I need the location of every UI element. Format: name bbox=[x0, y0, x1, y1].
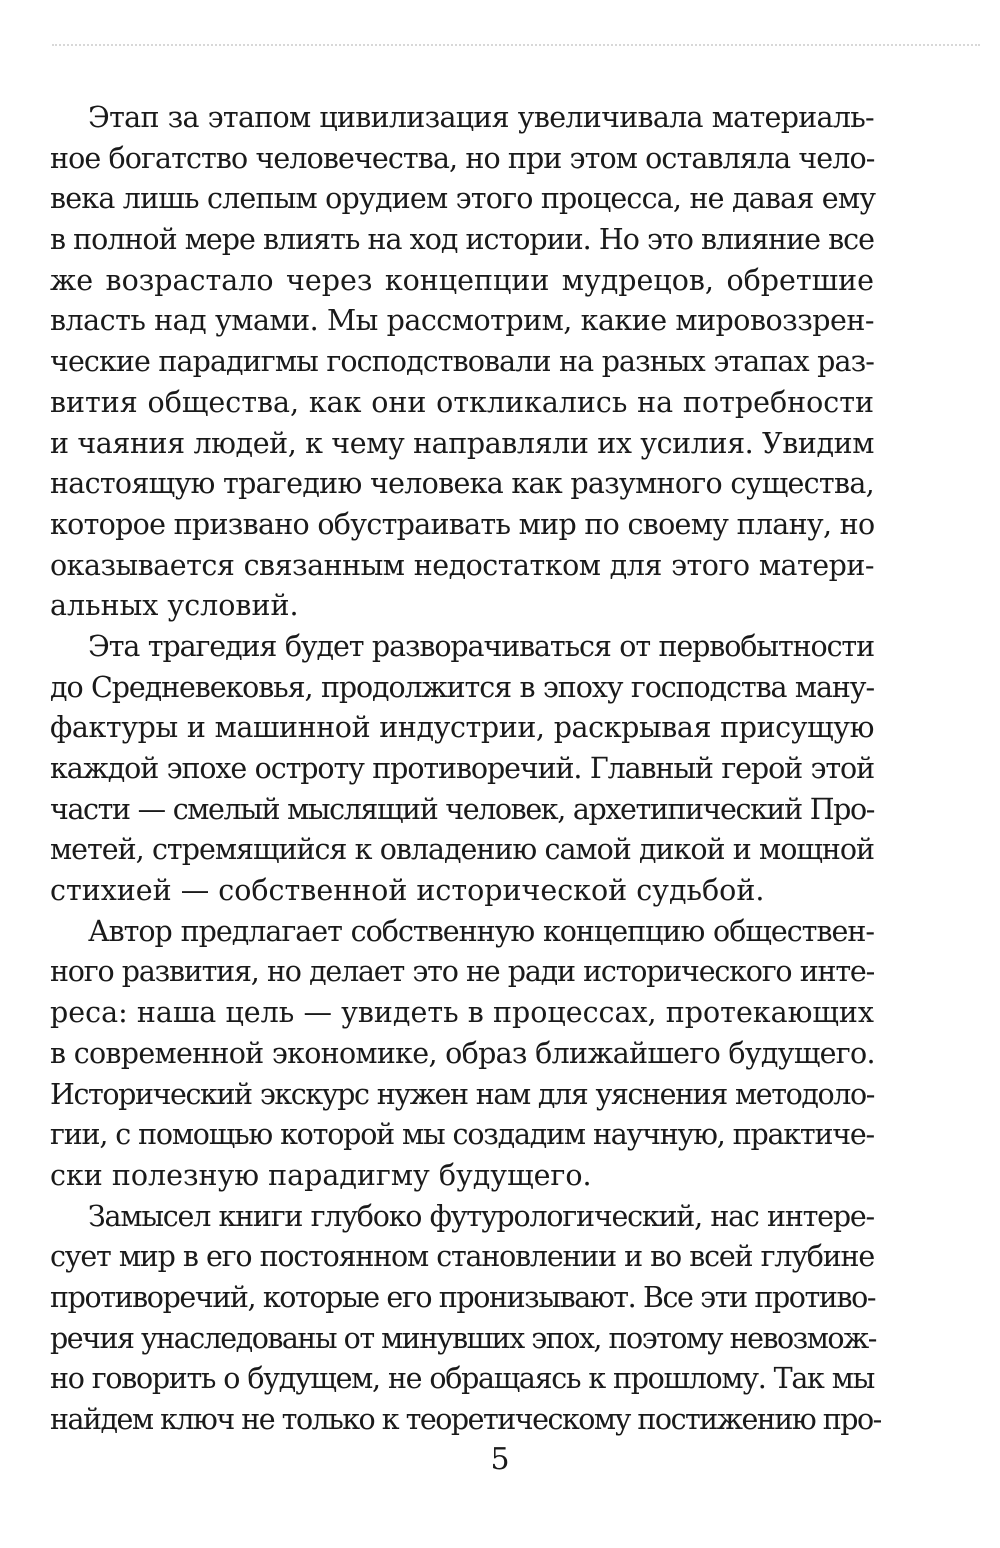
text-line: найдем ключ не только к теоретическому постижению про- bbox=[50, 1403, 881, 1436]
text-line: оказывается связанным недостатком для этого матери- bbox=[50, 548, 874, 582]
text-line: века лишь слепым орудием этого процесса, не давая ему bbox=[50, 182, 876, 216]
text-line: в современной экономике, образ ближайшего будущего. bbox=[50, 1036, 875, 1070]
text-line: и чаяния людей, к чему направляли их усилия. Увидим bbox=[50, 426, 874, 460]
text-line: речия унаследованы от минувших эпох, поэтому невозмож- bbox=[50, 1321, 876, 1355]
top-border-rule bbox=[52, 44, 980, 46]
text-line: же возрастало через концепции мудрецов, обретшие bbox=[50, 263, 874, 297]
text-line: части — смелый мыслящий человек, архетипический Про- bbox=[50, 792, 874, 826]
text-line: сует мир в его постоянном становлении и во всей глубине bbox=[50, 1240, 874, 1274]
text-line: стихией — собственной исторической судьбой. bbox=[50, 874, 765, 908]
paragraph-3 bbox=[50, 912, 874, 1197]
paragraph-1 bbox=[50, 98, 874, 627]
text-line: в полной мере влиять на ход истории. Но это влияние все bbox=[50, 223, 874, 257]
text-line: ное богатство человечества, но при этом оставляла чело- bbox=[50, 141, 875, 175]
text-line: Автор предлагает собственную концепцию обществен- bbox=[88, 914, 874, 948]
text-line: альных условий. bbox=[50, 589, 299, 623]
paragraph-2 bbox=[50, 627, 874, 912]
paragraph-4 bbox=[50, 1197, 881, 1441]
text-line: метей, стремящийся к овладению самой дикой и мощной bbox=[50, 833, 874, 867]
text-line: настоящую трагедию человека как разумного существа, bbox=[50, 467, 874, 501]
text-line: до Средневековья, продолжится в эпоху господства ману- bbox=[50, 670, 874, 704]
text-line: вития общества, как они откликались на потребности bbox=[50, 385, 874, 419]
text-line: ческие парадигмы господствовали на разных этапах раз- bbox=[50, 345, 874, 379]
body-text bbox=[50, 98, 881, 1441]
page-number: 5 bbox=[490, 1442, 510, 1477]
text-line: реса: наша цель — увидеть в процессах, протекающих bbox=[50, 996, 874, 1030]
text-line: Эта трагедия будет разворачиваться от первобытности bbox=[88, 629, 874, 663]
text-line: каждой эпохе остроту противоречий. Главный герой этой bbox=[50, 752, 874, 785]
text-line: Этап за этапом цивилизация увеличивала материаль- bbox=[88, 101, 874, 134]
text-line: фактуры и машинной индустрии, раскрывая присущую bbox=[50, 711, 874, 745]
text-line: Исторический экскурс нужен нам для уяснения методоло- bbox=[50, 1077, 874, 1111]
text-line: Замысел книги глубоко футурологический, нас интере- bbox=[88, 1199, 874, 1233]
text-line: ного развития, но делает это не ради исторического инте- bbox=[50, 955, 874, 989]
text-line: противоречий, которые его пронизывают. Все эти противо- bbox=[50, 1280, 876, 1314]
text-line: власть над умами. Мы рассмотрим, какие мировоззрен- bbox=[50, 304, 874, 338]
text-line: но говорить о будущем, не обращаясь к прошлому. Так мы bbox=[50, 1362, 874, 1396]
text-line: которое призвано обустраивать мир по своему плану, но bbox=[50, 507, 875, 541]
text-line: гии, с помощью которой мы создадим научную, практиче- bbox=[50, 1118, 874, 1152]
text-line: ски полезную парадигму будущего. bbox=[50, 1158, 592, 1192]
